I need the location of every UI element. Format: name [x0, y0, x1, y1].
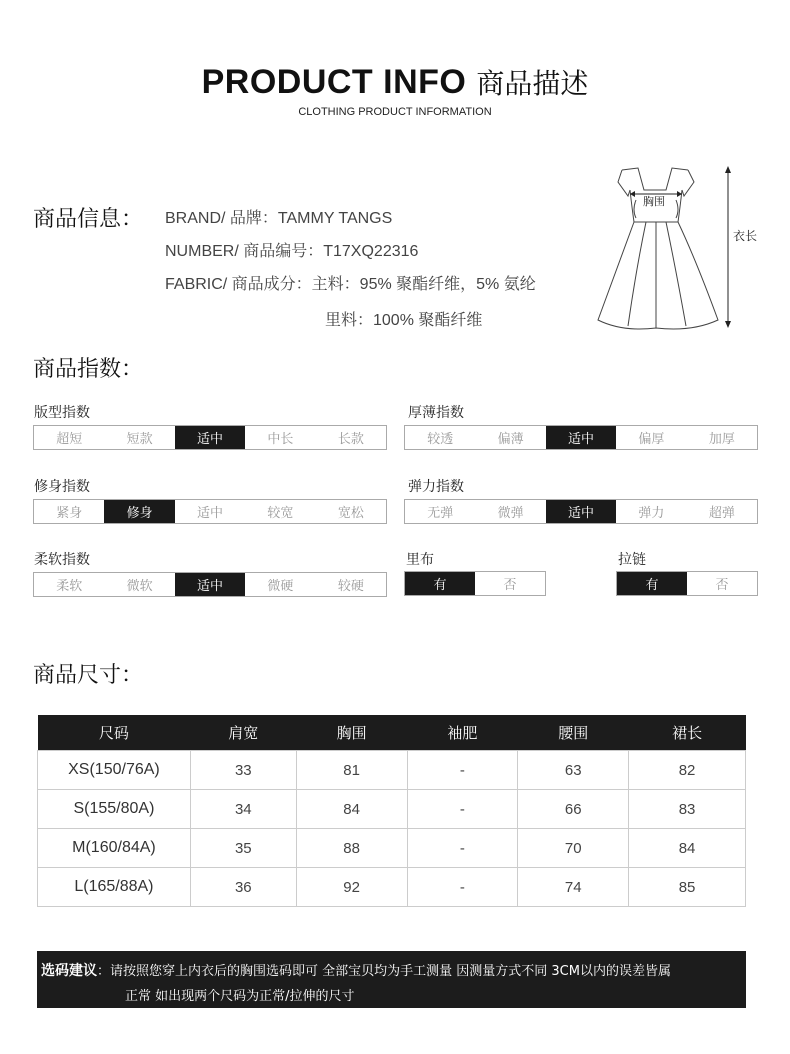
index-option: 偏厚 — [638, 432, 665, 447]
size-table — [37, 715, 746, 907]
sleeve-cell: - — [407, 790, 518, 829]
chest-cell: 88 — [296, 829, 407, 868]
soft-index-bar — [33, 572, 387, 597]
index-option: 超短 — [56, 432, 83, 447]
shoulder-cell: 36 — [190, 868, 296, 907]
waist-cell: 74 — [518, 868, 629, 907]
size-cell: M(160/84A) — [38, 829, 191, 868]
index-option: 微软 — [126, 579, 153, 594]
table-row — [38, 790, 746, 829]
index-option: 修身 — [104, 500, 174, 523]
waist-cell: 70 — [518, 829, 629, 868]
index-option: 弹力 — [638, 506, 665, 521]
waist-cell: 63 — [518, 751, 629, 790]
index-option: 较透 — [427, 432, 454, 447]
index-option: 否 — [715, 578, 729, 593]
index-option: 无弹 — [427, 506, 454, 521]
title-chinese: 商品描述 — [476, 67, 589, 100]
waist-cell: 66 — [518, 790, 629, 829]
index-option: 适中 — [546, 500, 616, 523]
indices-label: 商品指数： — [33, 357, 144, 382]
index-option: 较宽 — [267, 506, 294, 521]
sizes-label: 商品尺寸： — [33, 663, 144, 688]
header-size: 尺码 — [38, 715, 191, 751]
note-line-2 — [41, 984, 742, 1009]
skirt-length-cell: 85 — [629, 868, 746, 907]
brand-line: BRAND/ 品牌：TAMMY TANGS — [165, 210, 393, 227]
note-label: 选码建议 — [41, 963, 97, 979]
index-option: 宽松 — [337, 506, 364, 521]
lining-index-bar — [404, 571, 546, 596]
skirt-length-cell: 82 — [629, 751, 746, 790]
shoulder-cell: 33 — [190, 751, 296, 790]
zipper-index-bar — [616, 571, 758, 596]
note-text-1: ：请按照您穿上内衣后的胸围选码即可 全部宝贝均为手工测量 因测量方式不同 3CM以内的误差皆属 — [97, 964, 671, 979]
chest-cell: 81 — [296, 751, 407, 790]
table-row — [38, 868, 746, 907]
page-title — [0, 62, 790, 102]
chest-cell: 92 — [296, 868, 407, 907]
elastic-index-title: 弹力指数 — [408, 479, 464, 495]
length-label: 衣长 — [733, 229, 758, 243]
sleeve-cell: - — [407, 751, 518, 790]
header-chest: 胸围 — [296, 715, 407, 751]
table-row — [38, 829, 746, 868]
chest-label: 胸围 — [643, 195, 665, 208]
index-option: 柔软 — [56, 579, 83, 594]
header-sleeve: 袖肥 — [407, 715, 518, 751]
thickness-index-title: 厚薄指数 — [408, 405, 464, 421]
header-skirt-length: 裙长 — [629, 715, 746, 751]
index-option: 偏薄 — [497, 432, 524, 447]
zipper-index-title: 拉链 — [618, 552, 646, 568]
index-option: 有 — [405, 572, 475, 595]
note-line-1 — [41, 959, 742, 984]
lining-line: 里料：100% 聚酯纤维 — [325, 312, 483, 329]
skirt-length-cell: 84 — [629, 829, 746, 868]
header-waist: 腰围 — [518, 715, 629, 751]
index-option: 适中 — [197, 506, 224, 521]
size-cell: L(165/88A) — [38, 868, 191, 907]
index-option: 中长 — [267, 432, 294, 447]
sleeve-cell: - — [407, 829, 518, 868]
product-info-label: 商品信息： — [33, 207, 144, 232]
index-option: 紧身 — [56, 506, 83, 521]
lining-index-title: 里布 — [406, 552, 434, 568]
size-cell: XS(150/76A) — [38, 751, 191, 790]
title-english: PRODUCT INFO — [201, 63, 467, 101]
elastic-index-bar — [404, 499, 758, 524]
header-shoulder: 肩宽 — [190, 715, 296, 751]
index-option: 微弹 — [497, 506, 524, 521]
index-option: 加厚 — [708, 432, 735, 447]
chest-cell: 84 — [296, 790, 407, 829]
sleeve-cell: - — [407, 868, 518, 907]
page-subtitle: CLOTHING PRODUCT INFORMATION — [298, 106, 492, 118]
soft-index-title: 柔软指数 — [34, 552, 90, 568]
index-option: 微硬 — [267, 579, 294, 594]
index-option: 有 — [617, 572, 687, 595]
number-line: NUMBER/ 商品编号：T17XQ22316 — [165, 243, 419, 260]
dress-diagram — [592, 160, 772, 336]
size-advice-note — [37, 951, 746, 1008]
index-option: 长款 — [337, 432, 364, 447]
size-cell: S(155/80A) — [38, 790, 191, 829]
index-option: 适中 — [546, 426, 616, 449]
skirt-length-cell: 83 — [629, 790, 746, 829]
fabric-line: FABRIC/ 商品成分：主料：95% 聚酯纤维，5% 氨纶 — [165, 276, 536, 293]
shoulder-cell: 35 — [190, 829, 296, 868]
fit-index-bar — [33, 425, 387, 450]
index-option: 短款 — [126, 432, 153, 447]
dress-outline-icon — [592, 160, 772, 336]
slim-index-title: 修身指数 — [34, 479, 90, 495]
slim-index-bar — [33, 499, 387, 524]
index-option: 超弹 — [708, 506, 735, 521]
index-option: 较硬 — [337, 579, 364, 594]
note-text-2: 正常 如出现两个尺码为正常/拉伸的尺寸 — [125, 989, 355, 1004]
table-row — [38, 751, 746, 790]
size-table-header — [38, 715, 746, 751]
fit-index-title: 版型指数 — [34, 405, 90, 421]
shoulder-cell: 34 — [190, 790, 296, 829]
index-option: 适中 — [175, 573, 245, 596]
index-option: 否 — [503, 578, 517, 593]
thickness-index-bar — [404, 425, 758, 450]
index-option: 适中 — [175, 426, 245, 449]
